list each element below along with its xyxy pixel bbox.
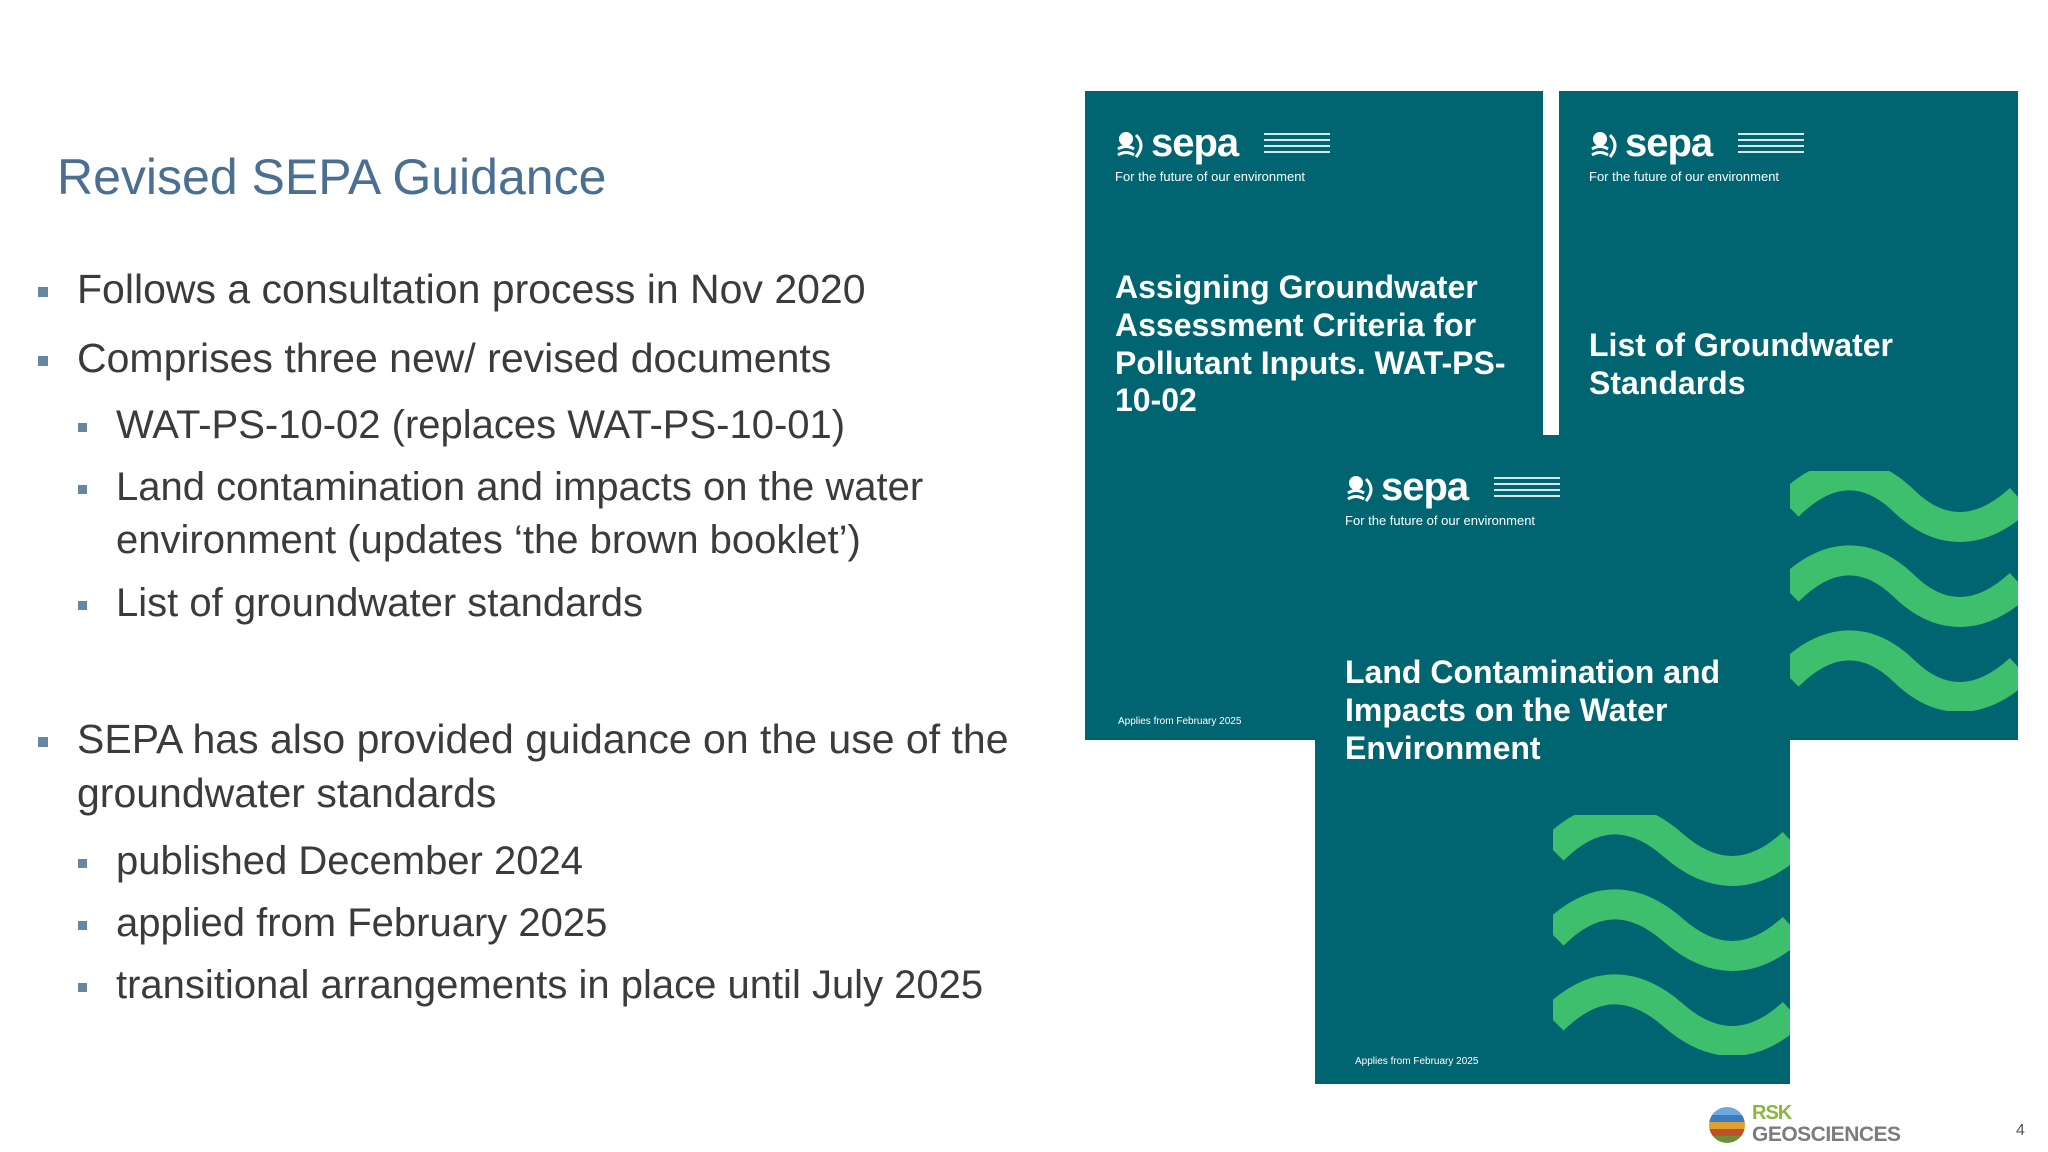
rsk-geosciences-logo bbox=[1708, 1102, 1913, 1152]
logo-tagline: For the future of our environment bbox=[1115, 169, 1306, 184]
sepa-logo-icon bbox=[1345, 473, 1379, 507]
brand-name-geosciences: GEOSCIENCES bbox=[1752, 1123, 1901, 1146]
logo-wordmark: sepa bbox=[1625, 121, 1713, 165]
agency-name-lines bbox=[1738, 133, 1804, 157]
brand-name-rsk: RSK bbox=[1752, 1102, 1792, 1124]
agency-name-lines bbox=[1264, 133, 1330, 157]
bullet-text: transitional arrangements in place until July 2025 bbox=[116, 963, 984, 1008]
agency-name-lines bbox=[1494, 477, 1560, 501]
bullet-item bbox=[36, 712, 1117, 821]
page-number: 4 bbox=[2016, 1122, 2025, 1139]
bullet-text: published December 2024 bbox=[116, 838, 583, 883]
cover-title: List of Groundwater Standards bbox=[1589, 327, 1893, 401]
sub-bullet-item bbox=[36, 835, 1076, 888]
document-cover-land-contamination bbox=[1315, 435, 1790, 1084]
applies-from-label: Applies from February 2025 bbox=[1118, 716, 1242, 727]
cover-title: Assigning Groundwater Assessment Criteria for Pollutant Inputs. WAT-PS-10-02 bbox=[1115, 269, 1506, 419]
bullet-text: Comprises three new/ revised documents bbox=[77, 334, 832, 381]
logo-wordmark: sepa bbox=[1381, 465, 1469, 509]
slide-title: Revised SEPA Guidance bbox=[57, 149, 607, 205]
bullet-marker-icon bbox=[78, 859, 87, 868]
bullet-marker-icon bbox=[78, 983, 87, 992]
sepa-logo bbox=[1115, 121, 1345, 189]
sepa-logo-icon bbox=[1115, 129, 1149, 163]
bullet-text: Land contamination and impacts on the water environment (updates ‘the brown booklet’) bbox=[116, 465, 924, 563]
wave-pattern-icon bbox=[1553, 815, 1790, 1055]
bullet-marker-icon bbox=[38, 737, 48, 747]
sub-bullet-item bbox=[36, 399, 1076, 452]
logo-tagline: For the future of our environment bbox=[1345, 513, 1536, 528]
bullet-text: List of groundwater standards bbox=[116, 580, 643, 625]
bullet-text: SEPA has also provided guidance on the use of the groundwater standards bbox=[77, 715, 1009, 817]
bullet-item bbox=[36, 331, 1076, 386]
sub-bullet-item bbox=[36, 959, 1076, 1012]
bullet-item bbox=[36, 262, 1076, 317]
bullet-marker-icon bbox=[38, 356, 48, 366]
bullet-marker-icon bbox=[78, 921, 87, 930]
sepa-logo bbox=[1589, 121, 1819, 189]
sub-bullet-item bbox=[36, 897, 1076, 950]
bullet-list bbox=[36, 262, 1076, 1021]
bullet-text: WAT-PS-10-02 (replaces WAT-PS-10-01) bbox=[116, 403, 846, 448]
bullet-marker-icon bbox=[38, 287, 48, 297]
applies-from-label: Applies from February 2025 bbox=[1355, 1056, 1479, 1067]
cover-title: Land Contamination and Impacts on the Water Environment bbox=[1345, 654, 1721, 766]
bullet-marker-icon bbox=[78, 423, 87, 432]
logo-tagline: For the future of our environment bbox=[1589, 169, 1780, 184]
sub-bullet-item bbox=[36, 461, 976, 567]
rsk-globe-icon bbox=[1708, 1106, 1746, 1144]
sepa-logo bbox=[1345, 465, 1575, 533]
sepa-logo-icon bbox=[1589, 129, 1623, 163]
logo-wordmark: sepa bbox=[1151, 121, 1239, 165]
bullet-marker-icon bbox=[78, 485, 87, 494]
sub-bullet-item bbox=[36, 577, 1076, 630]
bullet-marker-icon bbox=[78, 601, 87, 610]
bullet-text: applied from February 2025 bbox=[116, 901, 608, 945]
wave-pattern-icon bbox=[1788, 471, 2018, 711]
bullet-text: Follows a consultation process in Nov 2020 bbox=[77, 266, 866, 312]
